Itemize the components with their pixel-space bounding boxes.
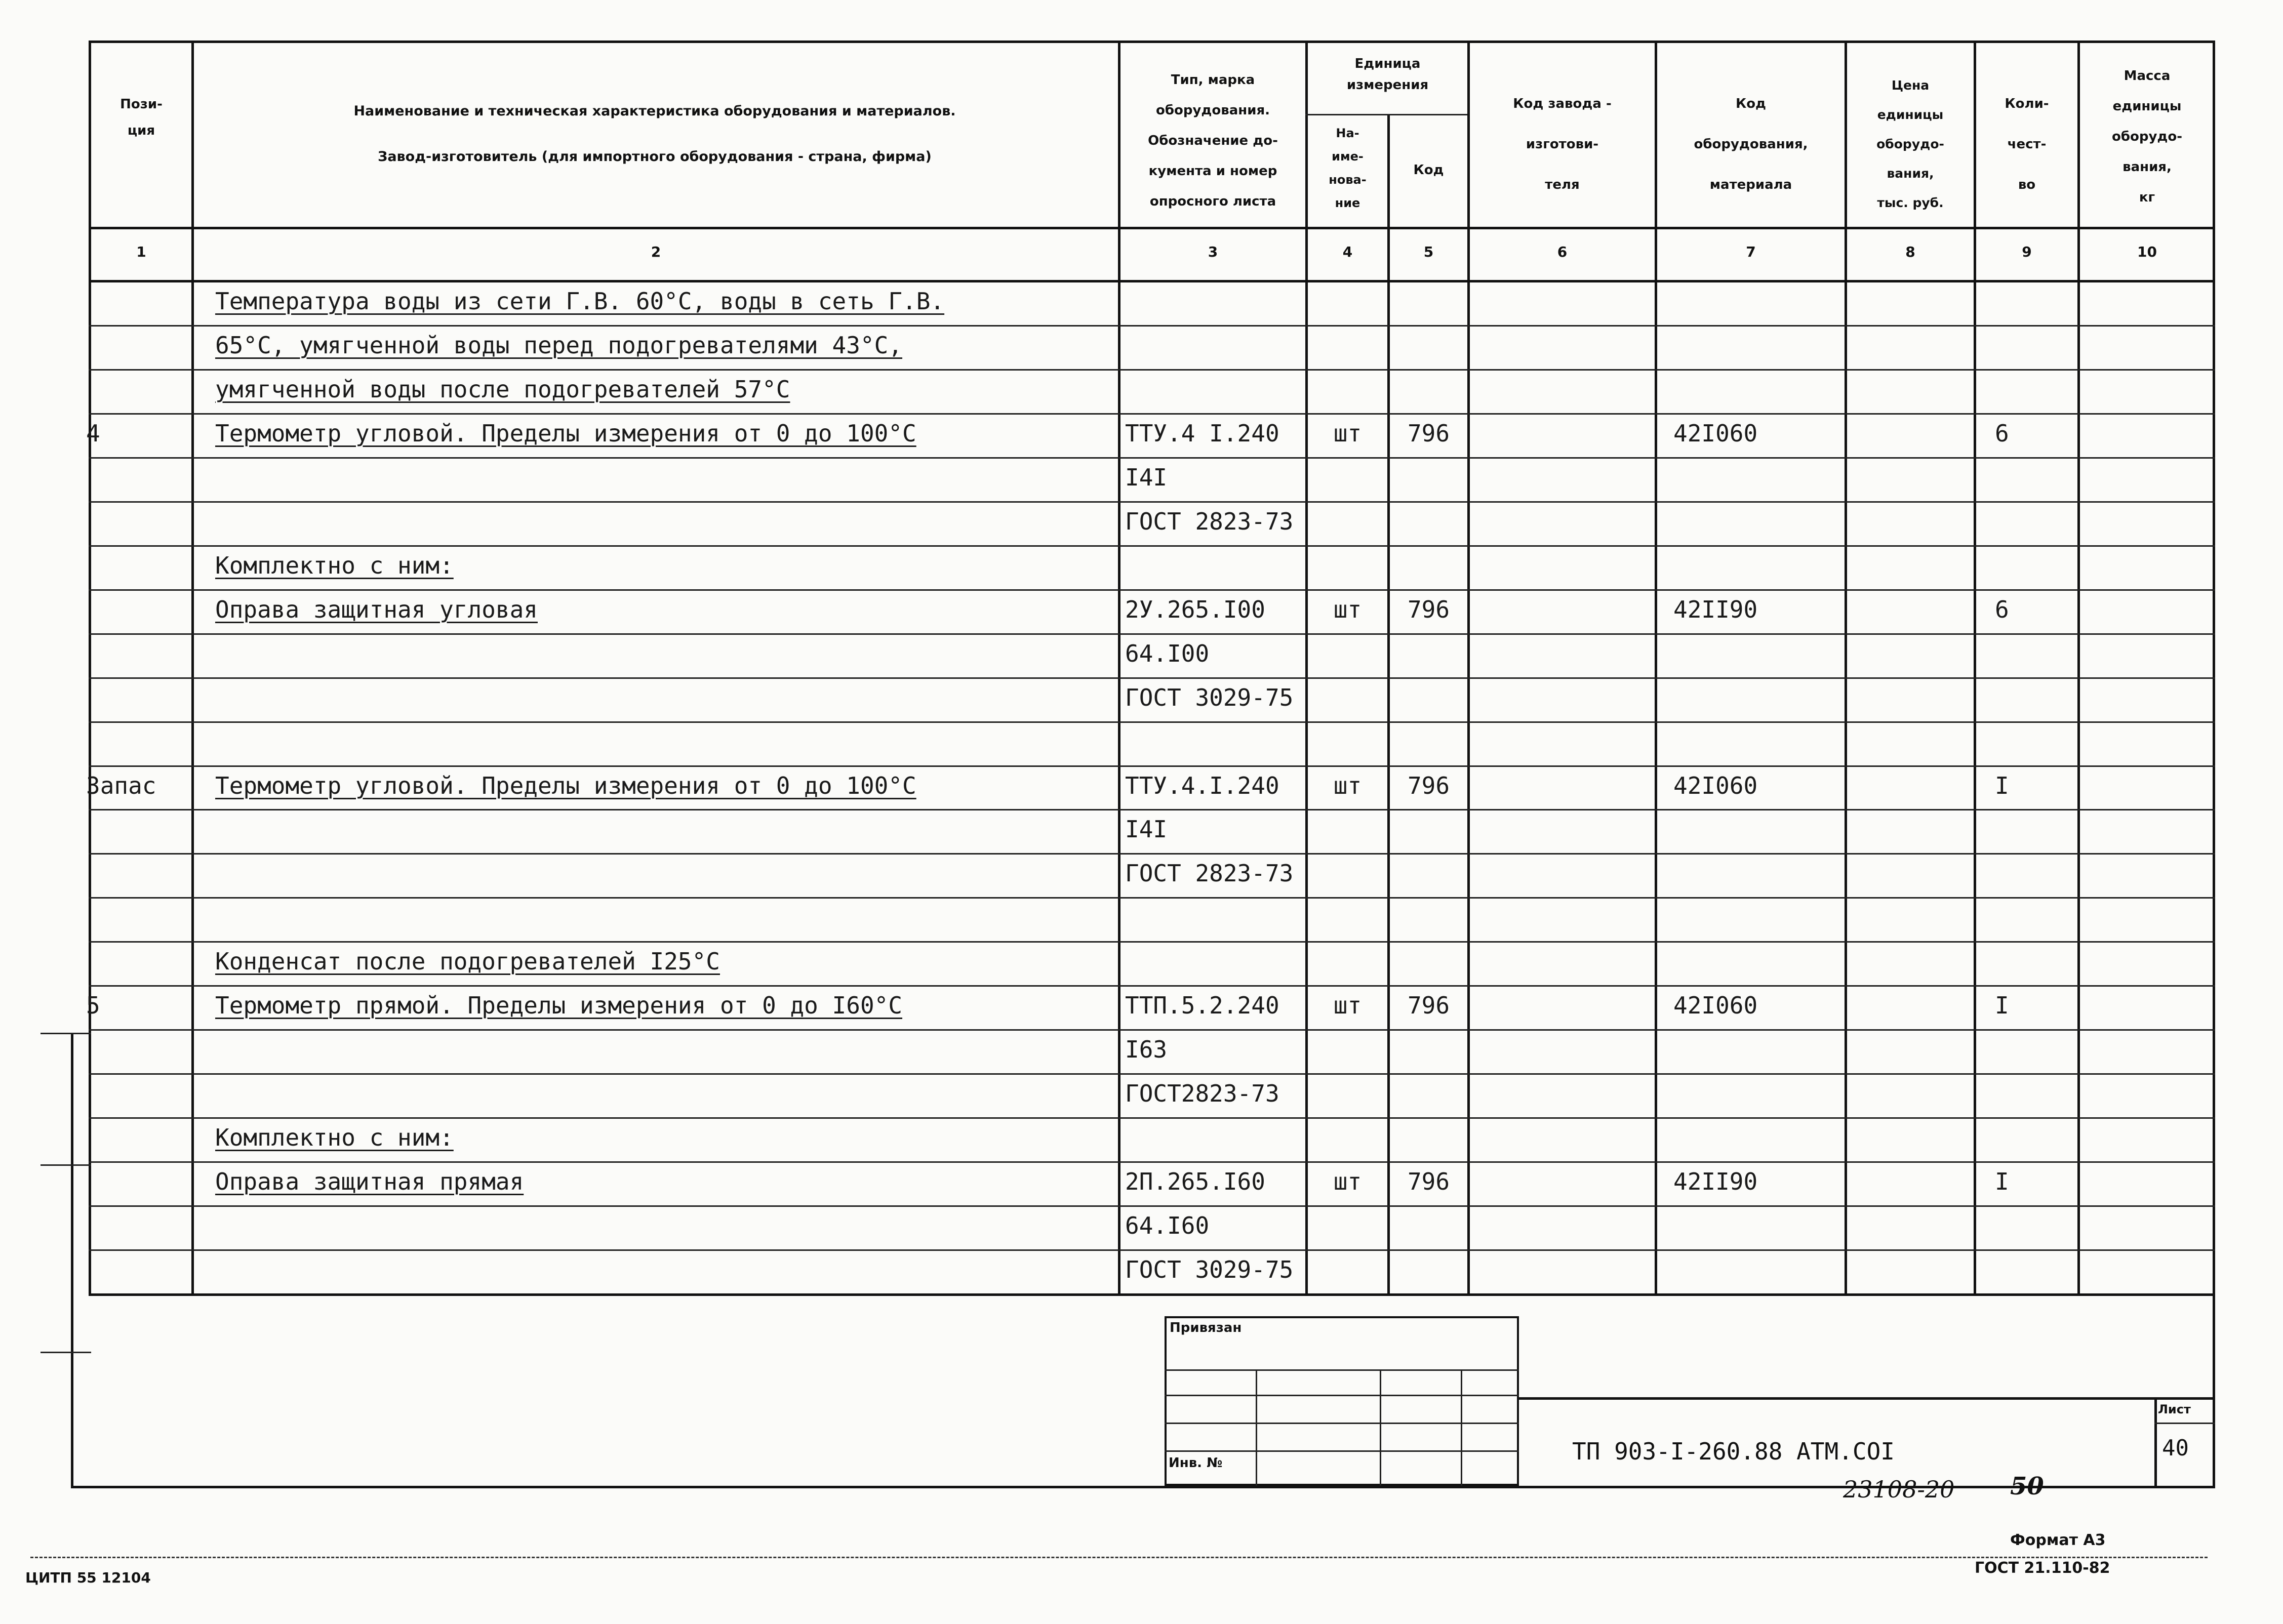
colnum-10: 10: [2137, 243, 2157, 260]
sheet-label: Лист: [2158, 1402, 2191, 1416]
handwritten-number: 23108-20: [1843, 1476, 1955, 1503]
cell-unit: шт: [1333, 1168, 1362, 1195]
cell-qty: I: [1995, 992, 2009, 1019]
cell-code: 42I060: [1673, 992, 1758, 1019]
inv-label: Инв. №: [1169, 1455, 1223, 1471]
cell-name: 65°С, умягченной воды перед подогревателями 43°С,: [215, 332, 903, 359]
stamp-left-border: [71, 1033, 73, 1488]
colnum-bottom-line: [89, 280, 2215, 282]
cell-name: Термометр угловой. Пределы измерения от 0 до 100°С: [215, 772, 916, 799]
cell-name: умягченной воды после подогревателей 57°С: [215, 376, 790, 403]
cell-name: Оправа защитная угловая: [215, 596, 538, 623]
title-top-line: [1519, 1397, 2215, 1400]
bound-col-2: [1380, 1369, 1381, 1486]
cell-code: 42II90: [1673, 1168, 1758, 1195]
cell-type: ГОСТ 2823-73: [1125, 508, 1294, 535]
row-line: [89, 413, 2215, 415]
cell-unit-code: 796: [1407, 772, 1450, 799]
document-code: ТП 903-I-260.88 АТМ.СОI: [1572, 1438, 1895, 1465]
stamp-left-line-1: [41, 1033, 91, 1034]
row-line: [89, 721, 2215, 723]
row-line: [89, 985, 2215, 987]
cell-unit: шт: [1333, 992, 1362, 1019]
cell-type: ТТУ.4.I.240: [1125, 772, 1279, 799]
row-line: [89, 1073, 2215, 1075]
row-line: [89, 369, 2215, 371]
colnum-4: 4: [1342, 243, 1353, 260]
cell-type: ГОСТ 2823-73: [1125, 860, 1294, 887]
row-line: [89, 545, 2215, 547]
bound-line-2: [1165, 1395, 1519, 1396]
row-line: [89, 677, 2215, 679]
header-bottom-line: [89, 227, 2215, 229]
bound-line-1: [1165, 1369, 1519, 1371]
header-factory-code: Код завода - изготови- теля: [1513, 96, 1612, 192]
cell-pos: 5: [86, 992, 100, 1019]
row-line: [89, 589, 2215, 591]
stamp-right-border: [2213, 1293, 2215, 1488]
bound-col-1: [1256, 1369, 1257, 1486]
cell-type: I63: [1125, 1036, 1168, 1063]
archive-label: ЦИТП 55 12104: [25, 1569, 151, 1586]
cell-unit: шт: [1333, 772, 1362, 799]
unit-group-line: [1305, 114, 1467, 115]
colnum-7: 7: [1746, 243, 1756, 260]
cell-unit-code: 796: [1407, 1168, 1450, 1195]
bottom-dash-line: [30, 1557, 2208, 1558]
cell-pos: Запас: [86, 772, 156, 799]
row-line: [89, 941, 2215, 943]
bound-col-3: [1461, 1369, 1462, 1486]
header-price: Цена единицы оборудо- вания, тыс. руб.: [1876, 78, 1944, 210]
row-line: [89, 457, 2215, 459]
header-type: Тип, марка оборудования. Обозначение до- кумента и номер опросного листа: [1148, 72, 1278, 209]
cell-qty: I: [1995, 1168, 2009, 1195]
format-label: Формат А3: [2010, 1531, 2106, 1549]
cell-qty: 6: [1995, 596, 2009, 623]
row-line: [89, 809, 2215, 810]
cell-name: Термометр угловой. Пределы измерения от 0 до 100°С: [215, 420, 916, 447]
row-line: [89, 765, 2215, 767]
cell-unit-code: 796: [1407, 992, 1450, 1019]
header-unit-group: Единица измерения: [1346, 56, 1429, 93]
cell-name: Температура воды из сети Г.В. 60°С, воды в сеть Г.В.: [215, 288, 945, 315]
cell-type: 2У.265.I00: [1125, 596, 1265, 623]
header-mass: Масса единицы оборудо- вания, кг: [2111, 68, 2183, 205]
bound-label: Привязан: [1170, 1320, 1242, 1335]
cell-code: 42I060: [1673, 420, 1758, 447]
cell-qty: 6: [1995, 420, 2009, 447]
cell-code: 42I060: [1673, 772, 1758, 799]
row-line: [89, 633, 2215, 635]
cell-type: I4I: [1125, 816, 1168, 843]
stamp-left-line-2: [41, 1164, 91, 1166]
row-line: [89, 1161, 2215, 1163]
row-line: [89, 853, 2215, 855]
colnum-1: 1: [136, 243, 146, 260]
cell-type: 64.I00: [1125, 640, 1210, 667]
header-position: Пози- ция: [120, 97, 163, 138]
row-line: [89, 325, 2215, 327]
colnum-8: 8: [1905, 243, 1915, 260]
header-name: Наименование и техническая характеристика оборудования и материалов. Завод-изготовитель (для импортного оборудования - страна, фирма): [353, 103, 956, 165]
stamp-left-line-3: [41, 1352, 91, 1353]
cell-name: Термометр прямой. Пределы измерения от 0 до I60°С: [215, 992, 903, 1019]
handwritten-number-2: 50: [2010, 1472, 2044, 1500]
colnum-6: 6: [1557, 243, 1568, 260]
row-line: [89, 1117, 2215, 1119]
row-line: [89, 1205, 2215, 1207]
cell-type: ТТП.5.2.240: [1125, 992, 1279, 1019]
sheet-cell-border: [2154, 1397, 2157, 1488]
cell-unit-code: 796: [1407, 420, 1450, 447]
gost-label: ГОСТ 21.110-82: [1975, 1559, 2110, 1577]
row-line: [89, 1029, 2215, 1031]
cell-name: Комплектно с ним:: [215, 552, 454, 579]
cell-type: I4I: [1125, 464, 1168, 491]
cell-unit: шт: [1333, 420, 1362, 447]
colnum-5: 5: [1423, 243, 1434, 260]
cell-type: 2П.265.I60: [1125, 1168, 1265, 1195]
cell-unit-code: 796: [1407, 596, 1450, 623]
header-quantity: Коли- чест- во: [2005, 96, 2049, 192]
cell-type: ГОСТ2823-73: [1125, 1080, 1279, 1107]
table-bottom-line: [89, 1293, 2215, 1296]
row-line: [89, 501, 2215, 503]
sheet-number: 40: [2162, 1435, 2189, 1461]
cell-name: Комплектно с ним:: [215, 1124, 454, 1151]
row-line: [89, 897, 2215, 899]
cell-qty: I: [1995, 772, 2009, 799]
colnum-9: 9: [2022, 243, 2032, 260]
cell-type: ТТУ.4 I.240: [1125, 420, 1279, 447]
cell-name: Конденсат после подогревателей I25°С: [215, 948, 720, 975]
cell-pos: 4: [86, 420, 100, 447]
cell-type: ГОСТ 3029-75: [1125, 684, 1294, 711]
cell-type: ГОСТ 3029-75: [1125, 1256, 1294, 1283]
cell-name: Оправа защитная прямая: [215, 1168, 524, 1195]
header-equipment-code: Код оборудования, материала: [1694, 96, 1808, 192]
header-unit-code: Код: [1413, 163, 1444, 178]
bound-line-4: [1165, 1450, 1519, 1452]
colnum-3: 3: [1208, 243, 1218, 260]
cell-type: 64.I60: [1125, 1212, 1210, 1239]
header-unit-name: На- име- нова- ние: [1329, 126, 1367, 210]
colnum-2: 2: [651, 243, 661, 260]
bound-line-3: [1165, 1423, 1519, 1424]
cell-code: 42II90: [1673, 596, 1758, 623]
cell-unit: шт: [1333, 596, 1362, 623]
row-line: [89, 1249, 2215, 1251]
sheet-cell-line: [2154, 1423, 2215, 1424]
